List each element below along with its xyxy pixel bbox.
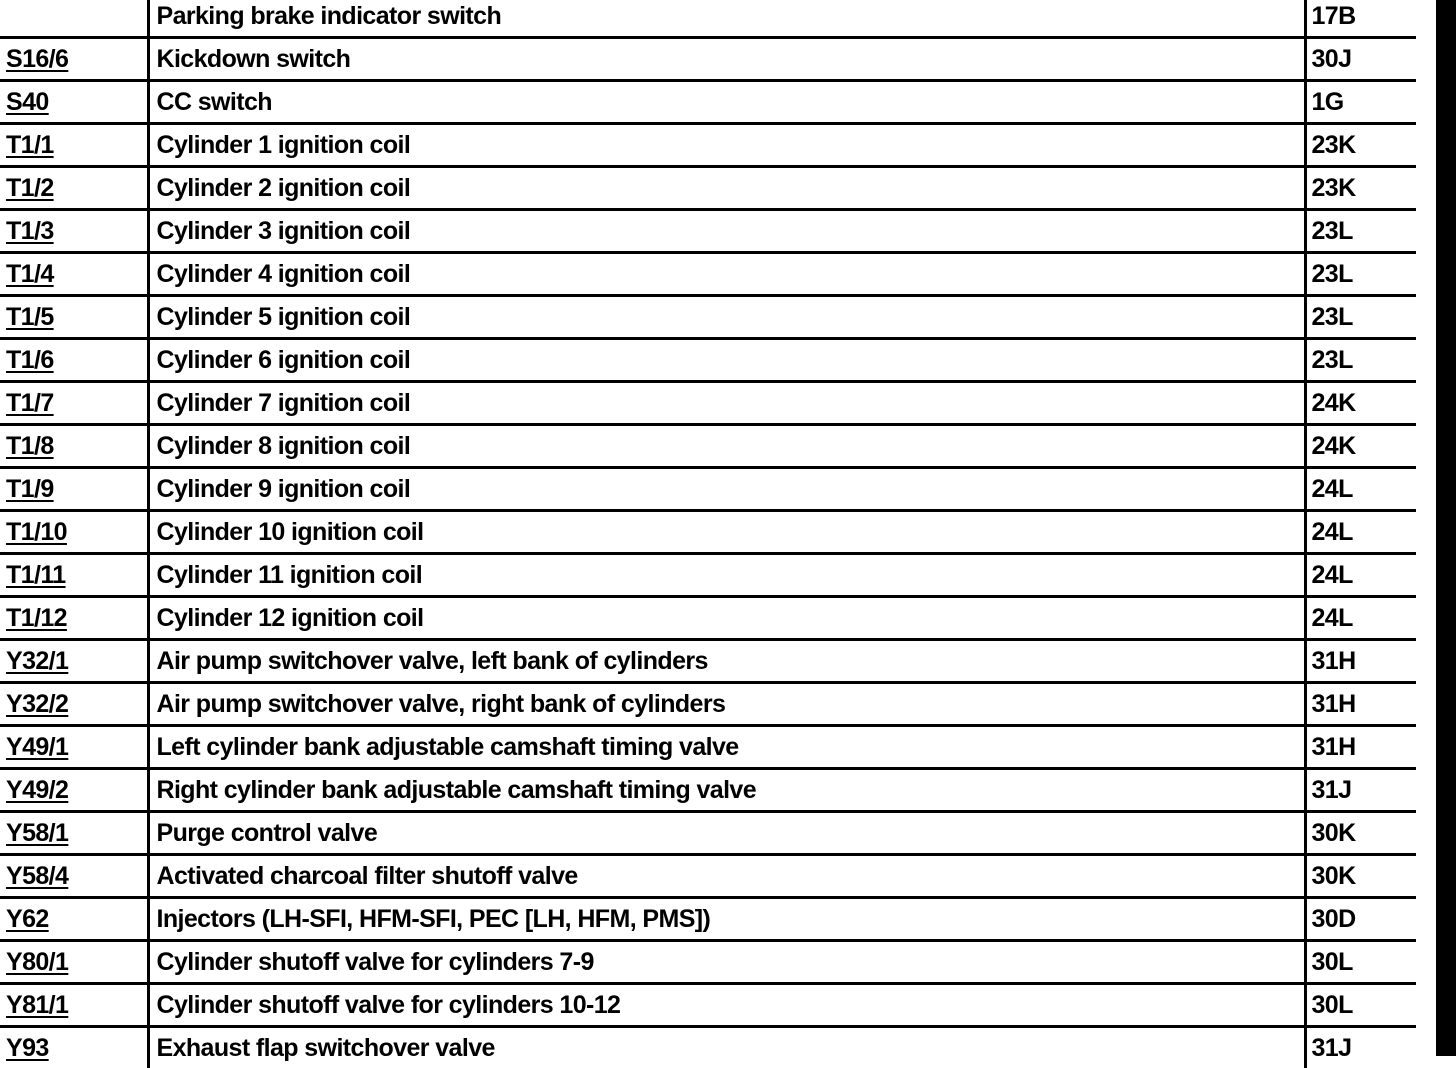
- component-code-cell: [0, 1027, 148, 1068]
- component-code-link[interactable]: T1/11: [6, 561, 66, 589]
- component-code-cell: [0, 0, 148, 38]
- component-description: Cylinder 9 ignition coil: [148, 468, 1305, 511]
- component-code-cell: [0, 210, 148, 253]
- component-code-cell: [0, 339, 148, 382]
- component-description: Air pump switchover valve, left bank of cylinders: [148, 640, 1305, 683]
- grid-location: 24L: [1305, 511, 1416, 554]
- table-row: [0, 855, 1416, 898]
- table-row: [0, 941, 1416, 984]
- grid-location: 24K: [1305, 382, 1416, 425]
- component-description: Cylinder 10 ignition coil: [148, 511, 1305, 554]
- table-row: [0, 425, 1416, 468]
- component-description: Parking brake indicator switch: [148, 0, 1305, 38]
- component-description: Cylinder 1 ignition coil: [148, 124, 1305, 167]
- component-description: Cylinder 2 ignition coil: [148, 167, 1305, 210]
- component-code-link[interactable]: Y32/1: [6, 647, 68, 675]
- component-description: Cylinder 6 ignition coil: [148, 339, 1305, 382]
- grid-location: 31H: [1305, 683, 1416, 726]
- component-code-link[interactable]: T1/10: [6, 518, 67, 546]
- component-code-cell: [0, 597, 148, 640]
- component-code-cell: [0, 81, 148, 124]
- component-code-link[interactable]: T1/12: [6, 604, 67, 632]
- table-row: [0, 597, 1416, 640]
- table-row: [0, 0, 1416, 38]
- component-code-cell: [0, 683, 148, 726]
- component-code-cell: [0, 468, 148, 511]
- component-code-link[interactable]: T1/6: [6, 346, 54, 374]
- grid-location: 24L: [1305, 554, 1416, 597]
- table-row: [0, 38, 1416, 81]
- component-description: Cylinder shutoff valve for cylinders 7-9: [148, 941, 1305, 984]
- component-code-link[interactable]: Y58/1: [6, 819, 68, 847]
- table-row: [0, 468, 1416, 511]
- component-description: Air pump switchover valve, right bank of cylinders: [148, 683, 1305, 726]
- component-description: Activated charcoal filter shutoff valve: [148, 855, 1305, 898]
- component-code-link[interactable]: S16/6: [6, 45, 68, 73]
- component-description: Left cylinder bank adjustable camshaft timing valve: [148, 726, 1305, 769]
- component-code-cell: [0, 511, 148, 554]
- table-row: [0, 339, 1416, 382]
- grid-location: 24L: [1305, 468, 1416, 511]
- component-code-cell: [0, 941, 148, 984]
- grid-location: 23L: [1305, 253, 1416, 296]
- component-description: Cylinder 5 ignition coil: [148, 296, 1305, 339]
- table-row: [0, 984, 1416, 1027]
- component-code-cell: [0, 855, 148, 898]
- component-description: Cylinder 12 ignition coil: [148, 597, 1305, 640]
- grid-location: 31J: [1305, 769, 1416, 812]
- component-code-cell: [0, 769, 148, 812]
- table-row: [0, 382, 1416, 425]
- component-code-link[interactable]: T1/3: [6, 217, 54, 245]
- table-row: [0, 898, 1416, 941]
- grid-location: 30L: [1305, 941, 1416, 984]
- grid-location: 17B: [1305, 0, 1416, 38]
- component-code-link[interactable]: T1/7: [6, 389, 54, 417]
- component-description: Purge control valve: [148, 812, 1305, 855]
- component-description: CC switch: [148, 81, 1305, 124]
- component-description: Cylinder 7 ignition coil: [148, 382, 1305, 425]
- component-code-link[interactable]: Y49/2: [6, 776, 68, 804]
- component-description: Cylinder 8 ignition coil: [148, 425, 1305, 468]
- component-code-cell: [0, 554, 148, 597]
- component-code-link[interactable]: T1/1: [6, 131, 54, 159]
- component-description: Cylinder 3 ignition coil: [148, 210, 1305, 253]
- component-description: Right cylinder bank adjustable camshaft timing valve: [148, 769, 1305, 812]
- grid-location: 31J: [1305, 1027, 1416, 1068]
- component-code-link[interactable]: Y32/2: [6, 690, 68, 718]
- table-row: [0, 253, 1416, 296]
- component-code-cell: [0, 296, 148, 339]
- table-row: [0, 812, 1416, 855]
- grid-location: 23K: [1305, 167, 1416, 210]
- component-code-cell: [0, 640, 148, 683]
- component-code-link[interactable]: Y58/4: [6, 862, 68, 890]
- component-code-cell: [0, 253, 148, 296]
- component-description: Exhaust flap switchover valve: [148, 1027, 1305, 1068]
- table-row: [0, 1027, 1416, 1068]
- grid-location: 23K: [1305, 124, 1416, 167]
- component-code-cell: [0, 898, 148, 941]
- component-description: Cylinder 4 ignition coil: [148, 253, 1305, 296]
- component-description: Cylinder shutoff valve for cylinders 10-12: [148, 984, 1305, 1027]
- grid-location: 23L: [1305, 210, 1416, 253]
- page-edge-bar: [1436, 0, 1456, 1056]
- component-code-cell: [0, 984, 148, 1027]
- component-description: Cylinder 11 ignition coil: [148, 554, 1305, 597]
- component-code-link[interactable]: Y93: [6, 1034, 49, 1062]
- component-description: Kickdown switch: [148, 38, 1305, 81]
- component-code-link[interactable]: T1/5: [6, 303, 54, 331]
- component-code-link[interactable]: Y80/1: [6, 948, 68, 976]
- table-row: [0, 511, 1416, 554]
- grid-location: 30D: [1305, 898, 1416, 941]
- table-row: [0, 683, 1416, 726]
- grid-location: 23L: [1305, 339, 1416, 382]
- component-code-link[interactable]: Y81/1: [6, 991, 68, 1019]
- component-code-cell: [0, 812, 148, 855]
- grid-location: 30K: [1305, 812, 1416, 855]
- grid-location: 31H: [1305, 640, 1416, 683]
- table-row: [0, 640, 1416, 683]
- component-code-cell: [0, 382, 148, 425]
- grid-location: 30J: [1305, 38, 1416, 81]
- component-code-link[interactable]: T1/8: [6, 432, 54, 460]
- grid-location: 24K: [1305, 425, 1416, 468]
- component-code-link[interactable]: Y62: [6, 905, 49, 933]
- table-row: [0, 726, 1416, 769]
- table-row: [0, 296, 1416, 339]
- table-row: [0, 124, 1416, 167]
- table-row: [0, 167, 1416, 210]
- table-row: [0, 554, 1416, 597]
- grid-location: 1G: [1305, 81, 1416, 124]
- component-code-cell: [0, 425, 148, 468]
- table-row: [0, 210, 1416, 253]
- grid-location: 24L: [1305, 597, 1416, 640]
- component-code-link[interactable]: S40: [6, 88, 49, 116]
- table-row: [0, 769, 1416, 812]
- component-code-cell: [0, 726, 148, 769]
- grid-location: 31H: [1305, 726, 1416, 769]
- component-code-link[interactable]: T1/9: [6, 475, 54, 503]
- grid-location: 23L: [1305, 296, 1416, 339]
- component-code-cell: [0, 38, 148, 81]
- component-code-link[interactable]: T1/2: [6, 174, 54, 202]
- component-code-cell: [0, 167, 148, 210]
- component-code-link[interactable]: T1/4: [6, 260, 54, 288]
- component-description: Injectors (LH-SFI, HFM-SFI, PEC [LH, HFM, PMS]): [148, 898, 1305, 941]
- table-row: [0, 81, 1416, 124]
- grid-location: 30K: [1305, 855, 1416, 898]
- grid-location: 30L: [1305, 984, 1416, 1027]
- component-code-link[interactable]: Y49/1: [6, 733, 68, 761]
- component-code-cell: [0, 124, 148, 167]
